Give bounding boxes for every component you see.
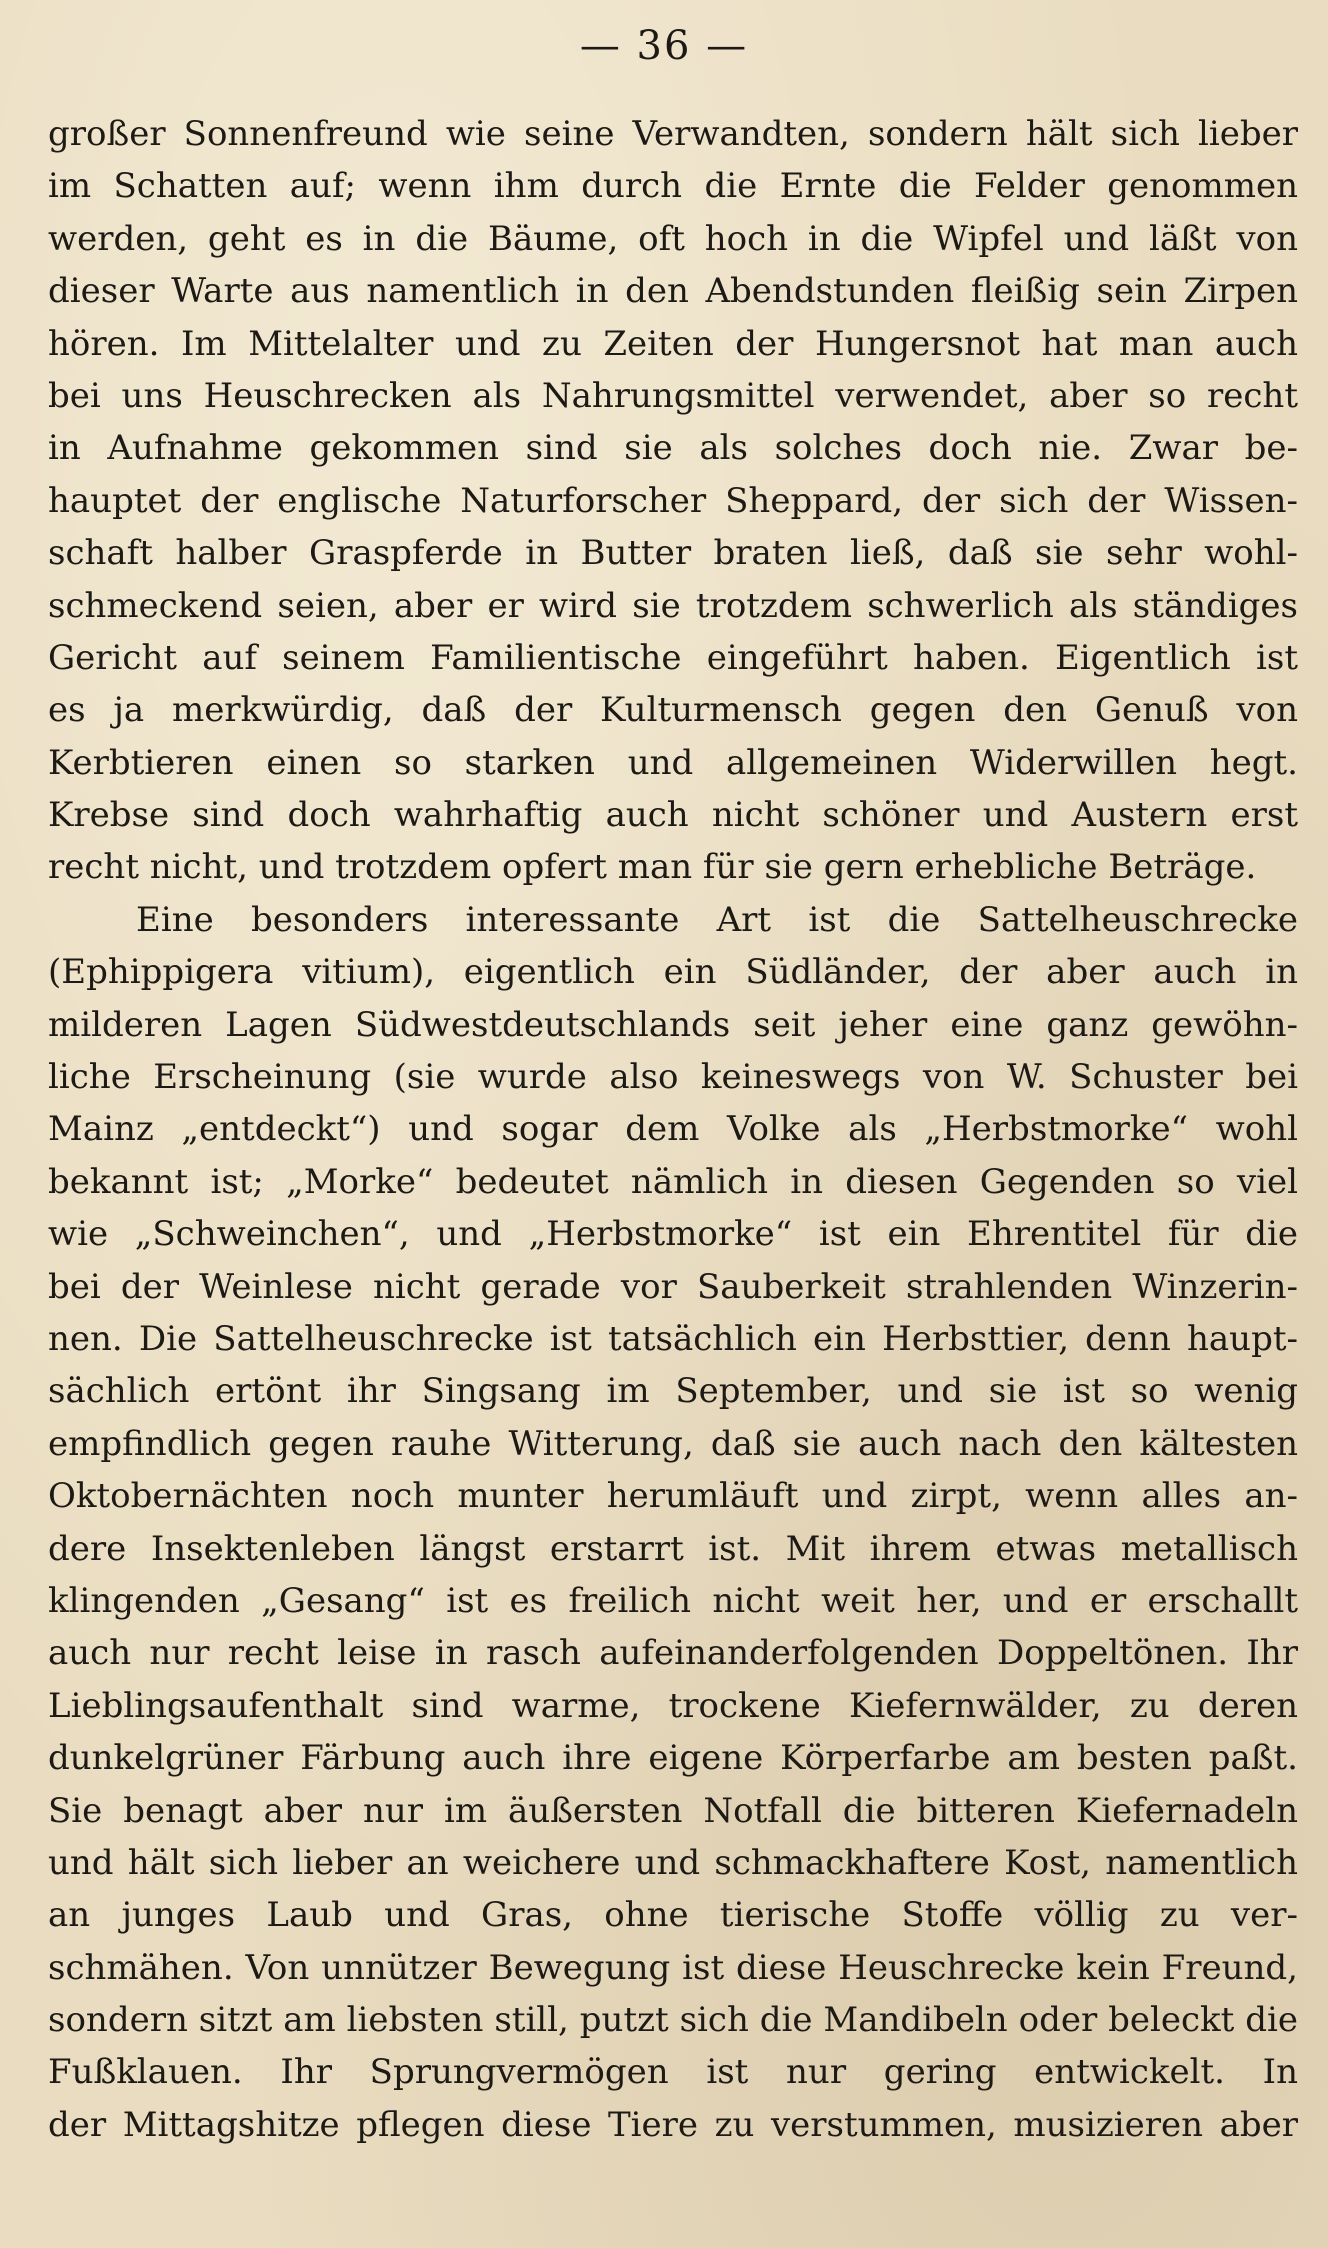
text-line: sondern sitzt am liebsten still, putzt sich die Mandibeln oder beleckt die: [48, 2000, 1298, 2041]
text-line: liche Erscheinung (sie wurde also keineswegs von W. Schuster bei: [48, 1057, 1298, 1098]
text-line: sächlich ertönt ihr Singsang im September, und sie ist so wenig: [48, 1371, 1298, 1412]
text-line: im Schatten auf; wenn ihm durch die Ernte die Felder genommen: [48, 166, 1298, 207]
text-line: bei uns Heuschrecken als Nahrungsmittel verwendet, aber so recht: [48, 375, 1298, 416]
text-line: wie „Schweinchen“, und „Herbstmorke“ ist ein Ehrentitel für die: [48, 1214, 1298, 1255]
text-line: und hält sich lieber an weichere und schmackhaftere Kost, namentlich: [48, 1842, 1298, 1883]
text-line: bei der Weinlese nicht gerade vor Sauberkeit strahlenden Winzerin-: [48, 1266, 1298, 1307]
text-line: empfindlich gegen rauhe Witterung, daß sie auch nach den kältesten: [48, 1423, 1298, 1464]
text-line: Krebse sind doch wahrhaftig auch nicht schöner und Austern erst: [48, 795, 1298, 836]
text-line: klingenden „Gesang“ ist es freilich nicht weit her, und er erschallt: [48, 1580, 1298, 1621]
text-line: der Mittagshitze pflegen diese Tiere zu verstummen, musizieren aber: [48, 2104, 1298, 2145]
text-line: schmeckend seien, aber er wird sie trotzdem schwerlich als ständiges: [48, 585, 1298, 626]
text-line: hören. Im Mittelalter und zu Zeiten der Hungersnot hat man auch: [48, 323, 1298, 364]
text-line: es ja merkwürdig, daß der Kulturmensch gegen den Genuß von: [48, 690, 1298, 731]
paragraph-end-line: recht nicht, und trotzdem opfert man für sie gern erhebliche Beträge.: [48, 847, 1257, 888]
text-line: dieser Warte aus namentlich in den Abendstunden fleißig sein Zirpen: [48, 271, 1298, 312]
text-line: Mainz „entdeckt“) und sogar dem Volke als „Herbstmorke“ wohl: [48, 1109, 1298, 1150]
text-line: schmähen. Von unnützer Bewegung ist diese Heuschrecke kein Freund,: [48, 1947, 1298, 1988]
text-line: Kerbtieren einen so starken und allgemeinen Widerwillen hegt.: [48, 742, 1298, 783]
text-line: Fußklauen. Ihr Sprungvermögen ist nur gering entwickelt. In: [48, 2052, 1298, 2093]
text-line: Gericht auf seinem Familientische eingeführt haben. Eigentlich ist: [48, 637, 1298, 678]
text-line: nen. Die Sattelheuschrecke ist tatsächlich ein Herbsttier, denn haupt-: [48, 1318, 1298, 1359]
text-line: dere Insektenleben längst erstarrt ist. Mit ihrem etwas metallisch: [48, 1528, 1298, 1569]
text-line: schaft halber Graspferde in Butter braten ließ, daß sie sehr wohl-: [48, 533, 1298, 574]
text-line: bekannt ist; „Morke“ bedeutet nämlich in diesen Gegenden so viel: [48, 1161, 1298, 1202]
text-line: in Aufnahme gekommen sind sie als solches doch nie. Zwar be-: [48, 428, 1298, 469]
text-line: dunkelgrüner Färbung auch ihre eigene Körperfarbe am besten paßt.: [48, 1738, 1298, 1779]
text-line: an junges Laub und Gras, ohne tierische Stoffe völlig zu ver-: [48, 1895, 1298, 1936]
text-line: großer Sonnenfreund wie seine Verwandten, sondern hält sich lieber: [48, 114, 1298, 154]
body-text: [48, 108, 1298, 2151]
text-line: Oktobernächten noch munter herumläuft und zirpt, wenn alles an-: [48, 1476, 1298, 1517]
page-number: — 36 —: [579, 23, 749, 69]
text-line: (Ephippigera vitium), eigentlich ein Südländer, der aber auch in: [48, 952, 1298, 993]
paragraph-start-line: Eine besonders interessante Art ist die Sattelheuschrecke: [136, 899, 1298, 940]
text-line: auch nur recht leise in rasch aufeinanderfolgenden Doppeltönen. Ihr: [48, 1633, 1298, 1674]
text-line: hauptet der englische Naturforscher Sheppard, der sich der Wissen-: [48, 480, 1298, 521]
text-line: Lieblingsaufenthalt sind warme, trockene Kiefernwälder, zu deren: [48, 1685, 1298, 1726]
text-line: werden, geht es in die Bäume, oft hoch in die Wipfel und läßt von: [48, 218, 1298, 259]
text-line: milderen Lagen Südwestdeutschlands seit jeher eine ganz gewöhn-: [48, 1004, 1298, 1045]
text-line: Sie benagt aber nur im äußersten Notfall die bitteren Kiefernadeln: [48, 1790, 1298, 1831]
